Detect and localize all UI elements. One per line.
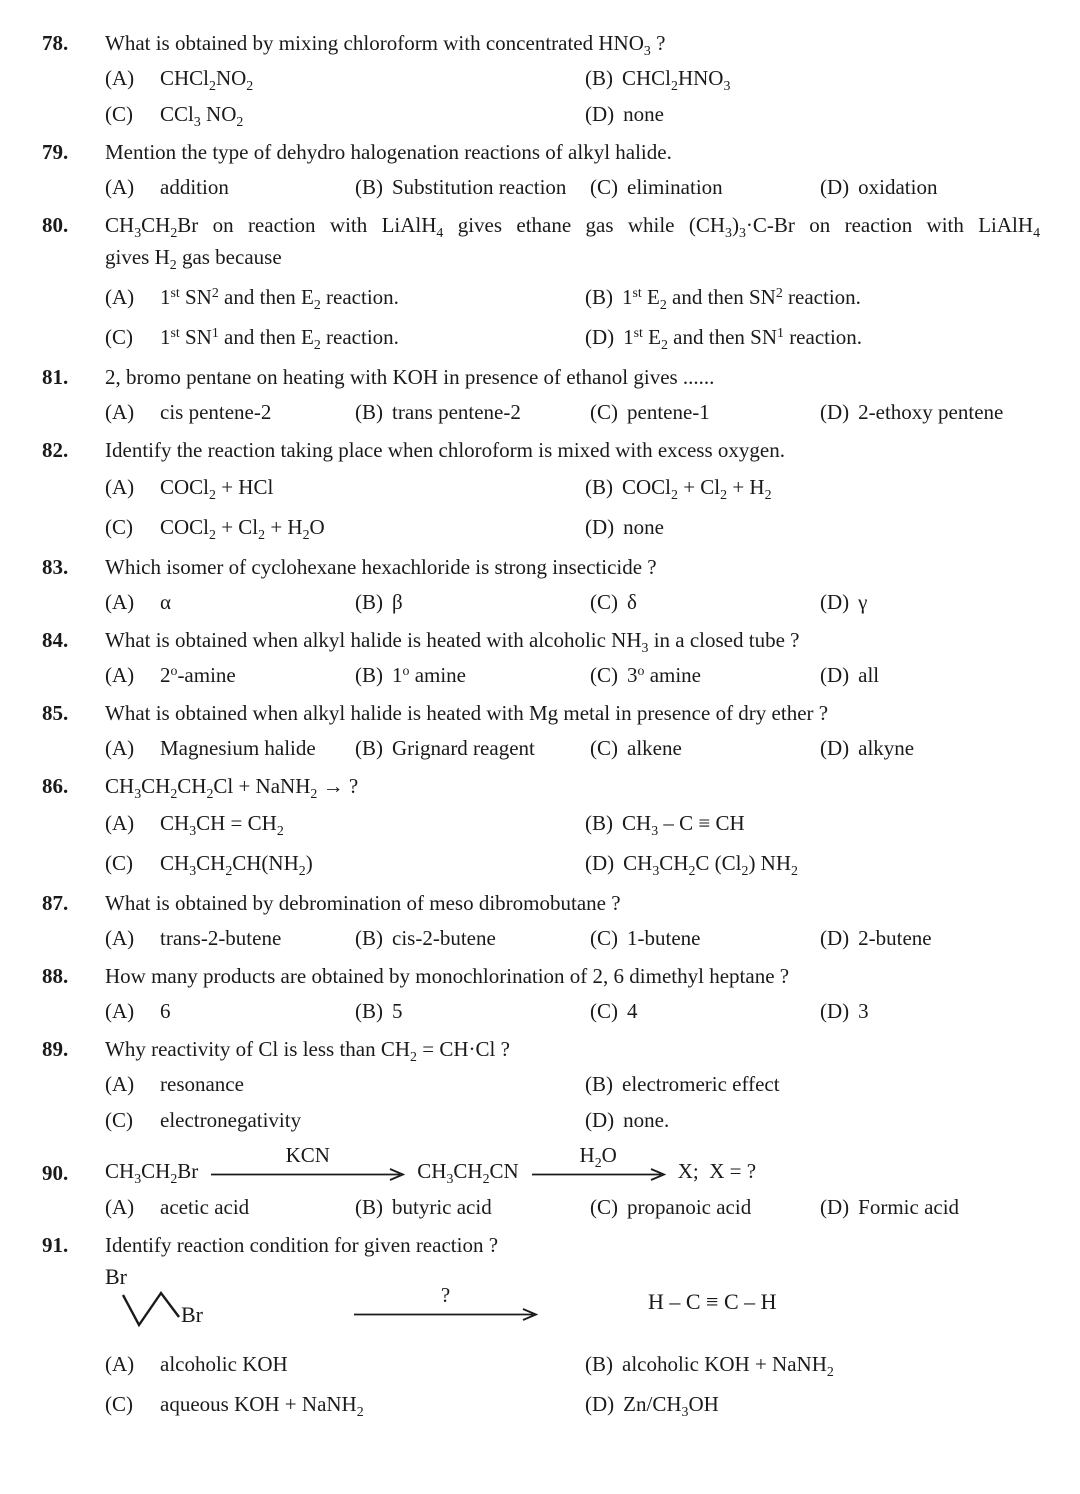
option-item — [820, 1192, 1040, 1222]
arrow-question-label: ? — [440, 1283, 451, 1307]
question-number: 81. — [42, 365, 69, 389]
option-item — [585, 63, 1040, 93]
option-label: (C) — [590, 926, 618, 950]
question-number: 82. — [42, 438, 69, 462]
option-item — [585, 320, 1040, 354]
option-item — [590, 397, 820, 427]
question-number: 86. — [42, 774, 69, 798]
option-text: butyric acid — [392, 1195, 492, 1219]
option-item — [590, 996, 820, 1026]
option-label: (C) — [105, 1392, 133, 1416]
option-label: (D) — [820, 999, 850, 1023]
question-text: 2, bromo pentane on heating with KOH in presence of ethanol gives ...... — [105, 365, 715, 389]
option-text: elimination — [627, 175, 723, 199]
question-heading — [42, 210, 1040, 240]
option-label: (B) — [355, 999, 383, 1023]
option-label: (D) — [585, 515, 615, 539]
question-text: What is obtained by mixing chloroform with concentrated $HNO_3$ ? — [105, 31, 666, 58]
option-text: 2-butene — [858, 926, 932, 950]
option-label: (A) — [105, 475, 135, 499]
option-label: (D) — [820, 926, 850, 950]
option-item — [105, 1347, 585, 1381]
question-number: 78. — [42, 31, 69, 55]
option-label: (A) — [105, 811, 135, 835]
options-row — [105, 320, 1040, 354]
question-text: Why reactivity of Cl is less than $CH_2 = CH\cdot Cl$ ? — [105, 1037, 510, 1064]
option-label: (D) — [585, 102, 615, 126]
option-label: (D) — [820, 663, 850, 687]
question-text: What is obtained when alkyl halide is heated with Mg metal in presence of dry ether ? — [105, 701, 829, 725]
option-label: (A) — [105, 999, 135, 1023]
option-item — [355, 1192, 590, 1222]
option-item — [355, 397, 590, 427]
option-text: none — [623, 102, 664, 126]
option-item — [585, 1347, 1040, 1381]
question-heading — [42, 362, 1040, 392]
product-formula: H – C ≡ C – H — [648, 1289, 777, 1314]
question-84 — [42, 625, 1040, 690]
question-text: Which isomer of cyclohexane hexachloride is strong insecticide ? — [105, 555, 657, 579]
reagent-label: KCN — [285, 1143, 330, 1167]
option-text: β — [392, 590, 403, 614]
option-text: CCl$_3$ $NO_2$ — [160, 102, 244, 129]
question-heading — [42, 435, 1040, 465]
options-row — [105, 806, 1040, 840]
option-text: 1-butene — [627, 926, 701, 950]
question-text-line2: gives $H_2$ gas because — [105, 245, 282, 272]
option-label: (D) — [820, 175, 850, 199]
option-label: (C) — [590, 663, 618, 687]
options-row — [105, 846, 1040, 880]
question-number: 79. — [42, 140, 69, 164]
option-text: alkyne — [858, 736, 915, 760]
option-label: (D) — [820, 736, 850, 760]
question-heading — [42, 625, 1040, 655]
option-label: (D) — [585, 1108, 615, 1132]
option-text: $CHCl_2NO_2$ — [160, 66, 254, 93]
reagent-label: $H_2O$ — [579, 1143, 617, 1170]
option-label: (B) — [355, 736, 383, 760]
options-row — [105, 1387, 1040, 1421]
option-item — [585, 1069, 1040, 1099]
option-text: 1$^o$ amine — [392, 663, 466, 687]
question-text: Identify the reaction taking place when chloroform is mixed with excess oxygen. — [105, 438, 785, 462]
option-label: (D) — [585, 325, 615, 349]
option-text: trans pentene-2 — [392, 400, 521, 424]
option-item — [820, 172, 1040, 202]
option-text: cis pentene-2 — [160, 400, 272, 424]
option-text: trans-2-butene — [160, 926, 282, 950]
option-item — [590, 660, 820, 690]
option-text: Grignard reagent — [392, 736, 535, 760]
option-text: 2$^o$-amine — [160, 663, 236, 687]
option-item — [105, 806, 585, 840]
option-item — [585, 806, 1040, 840]
options-row — [105, 1069, 1040, 1099]
option-item — [820, 923, 1040, 953]
reactant-formula: $CH_3CH_2Br$ — [105, 1159, 199, 1186]
question-number: 91. — [42, 1233, 69, 1257]
question-heading — [42, 698, 1040, 728]
option-item — [105, 510, 585, 544]
option-label: (D) — [585, 1392, 615, 1416]
option-label: (D) — [820, 1195, 850, 1219]
option-text: 1st $E_2$ and then $SN^1$ reaction. — [623, 325, 863, 352]
option-item — [585, 1387, 1040, 1421]
option-item — [105, 996, 355, 1026]
dibromide-structure-diagram — [105, 1265, 225, 1339]
option-label: (C) — [590, 1195, 618, 1219]
option-item — [355, 172, 590, 202]
question-85 — [42, 698, 1040, 763]
right-arrow-icon — [353, 1308, 538, 1321]
option-text: Substitution reaction — [392, 175, 567, 199]
question-88 — [42, 961, 1040, 1026]
option-label: (A) — [105, 400, 135, 424]
option-text: 6 — [160, 999, 171, 1023]
option-item — [820, 587, 1040, 617]
question-text: What is obtained when alkyl halide is heated with alcoholic $NH_3$ in a closed tube ? — [105, 628, 800, 655]
option-item — [105, 660, 355, 690]
question-89 — [42, 1034, 1040, 1135]
question-text: How many products are obtained by monochlorination of 2, 6 dimethyl heptane ? — [105, 964, 790, 988]
option-text: electromeric effect — [622, 1072, 780, 1096]
option-label: (C) — [590, 999, 618, 1023]
question-heading — [42, 1230, 1040, 1260]
question-number: 80. — [42, 213, 69, 237]
question-87 — [42, 888, 1040, 953]
option-item — [355, 660, 590, 690]
question-83 — [42, 552, 1040, 617]
question-text: $CH_3CH_2Br$ on reaction with LiAlH$_4$ gives ethane gas while $(CH_3)_3\cdot C-Br$ on reaction with LiAlH$_4$ — [105, 213, 1040, 240]
option-text: Formic acid — [858, 1195, 960, 1219]
question-number: 88. — [42, 964, 69, 988]
option-label: (B) — [355, 400, 383, 424]
option-item — [105, 470, 585, 504]
option-label: (B) — [585, 66, 613, 90]
question-heading — [42, 961, 1040, 991]
option-label: (C) — [105, 325, 133, 349]
option-text: $CHCl_2HNO_3$ — [622, 66, 731, 93]
option-item — [585, 1105, 1040, 1135]
option-label: (C) — [590, 736, 618, 760]
option-item — [590, 172, 820, 202]
option-item — [105, 172, 355, 202]
question-82 — [42, 435, 1040, 544]
option-text: δ — [627, 590, 637, 614]
question-heading — [42, 888, 1040, 918]
option-item — [105, 99, 585, 129]
option-text: addition — [160, 175, 229, 199]
option-item — [820, 733, 1040, 763]
option-text: pentene-1 — [627, 400, 710, 424]
options-row — [105, 63, 1040, 93]
option-label: (B) — [585, 811, 613, 835]
question-text: What is obtained by debromination of meso dibromobutane ? — [105, 891, 621, 915]
option-text: α — [160, 590, 172, 614]
option-text: all — [858, 663, 880, 687]
option-text: $CH_3CH_2CH(NH_2)$ — [160, 851, 313, 878]
question-80 — [42, 210, 1040, 354]
option-item — [105, 1069, 585, 1099]
option-label: (B) — [585, 1352, 613, 1376]
options-row — [105, 99, 1040, 129]
option-label: (D) — [820, 590, 850, 614]
question-heading — [42, 1034, 1040, 1064]
question-text: Mention the type of dehydro halogenation reactions of alkyl halide. — [105, 140, 672, 164]
option-item — [355, 587, 590, 617]
option-text: acetic acid — [160, 1195, 250, 1219]
reaction-arrow — [210, 1143, 405, 1188]
option-item — [820, 660, 1040, 690]
reaction-arrow — [353, 1283, 538, 1321]
option-item — [105, 1387, 585, 1421]
question-heading — [42, 28, 1040, 58]
option-text: 3$^o$ amine — [627, 663, 701, 687]
option-label: (C) — [105, 102, 133, 126]
question-90 — [42, 1143, 1040, 1222]
option-label: (A) — [105, 285, 135, 309]
options-row — [105, 660, 1040, 690]
option-text: aqueous KOH + NaNH$_2$ — [160, 1392, 364, 1419]
reaction-scheme — [42, 1143, 1040, 1188]
option-label: (D) — [585, 851, 615, 875]
question-number: 89. — [42, 1037, 69, 1061]
option-item — [355, 733, 590, 763]
option-item — [105, 587, 355, 617]
option-item — [585, 510, 1040, 544]
question-79 — [42, 137, 1040, 202]
option-item — [590, 923, 820, 953]
options-row — [105, 1105, 1040, 1135]
option-text: Magnesium halide — [160, 736, 316, 760]
reaction-arrow — [531, 1143, 666, 1188]
option-item — [585, 99, 1040, 129]
question-heading — [42, 137, 1040, 167]
question-86 — [42, 771, 1040, 880]
options-row — [105, 587, 1040, 617]
option-text: oxidation — [858, 175, 938, 199]
option-label: (C) — [590, 590, 618, 614]
option-label: (C) — [590, 400, 618, 424]
option-item — [585, 280, 1040, 314]
option-item — [105, 846, 585, 880]
options-row — [105, 996, 1040, 1026]
option-label: (A) — [105, 663, 135, 687]
option-text: alcoholic KOH — [160, 1352, 288, 1376]
option-label: (A) — [105, 926, 135, 950]
option-label: (B) — [355, 663, 383, 687]
option-item — [585, 846, 1040, 880]
option-label: (C) — [105, 515, 133, 539]
question-81 — [42, 362, 1040, 427]
question-text: $CH_3CH_2CH_2Cl$ + NaNH$_2$ → ? — [105, 774, 359, 801]
option-item — [820, 996, 1040, 1026]
question-78 — [42, 28, 1040, 129]
option-label: (C) — [105, 1108, 133, 1132]
option-text: resonance — [160, 1072, 244, 1096]
options-row — [105, 733, 1040, 763]
option-item — [590, 587, 820, 617]
question-text: Identify reaction condition for given reaction ? — [105, 1233, 499, 1257]
option-text: none. — [623, 1108, 670, 1132]
option-text: alkene — [627, 736, 682, 760]
option-text: 3 — [858, 999, 869, 1023]
options-row — [105, 397, 1040, 427]
options-row — [105, 923, 1040, 953]
option-label: (B) — [355, 175, 383, 199]
option-label: (B) — [355, 926, 383, 950]
option-item — [590, 733, 820, 763]
option-label: (A) — [105, 1352, 135, 1376]
options-row — [105, 280, 1040, 314]
option-label: (D) — [820, 400, 850, 424]
option-item — [105, 733, 355, 763]
options-row — [105, 1192, 1040, 1222]
right-arrow-icon — [210, 1168, 405, 1181]
option-label: (A) — [105, 1195, 135, 1219]
option-item — [105, 1105, 585, 1135]
option-text: $CH_3CH_2C$ $(Cl_2)$ $NH_2$ — [623, 851, 798, 878]
reaction-diagram — [105, 1265, 1040, 1339]
intermediate-formula: $CH_3CH_2CN$ — [417, 1159, 519, 1186]
question-number: 87. — [42, 891, 69, 915]
option-text: electronegativity — [160, 1108, 302, 1132]
option-text: 5 — [392, 999, 403, 1023]
option-text: $CH_3$ – C ≡ CH — [622, 811, 745, 838]
option-text: COCl$_2$ + $Cl_2 + H_2$ — [622, 475, 772, 502]
option-item — [105, 280, 585, 314]
option-text: 2-ethoxy pentene — [858, 400, 1004, 424]
option-label: (B) — [585, 475, 613, 499]
question-number: 83. — [42, 555, 69, 579]
option-item — [105, 320, 585, 354]
question-number: 84. — [42, 628, 69, 652]
options-row — [105, 172, 1040, 202]
option-text: COCl$_2$ + HCl — [160, 475, 274, 502]
option-text: propanoic acid — [627, 1195, 752, 1219]
option-label: (B) — [355, 1195, 383, 1219]
option-item — [590, 1192, 820, 1222]
question-number: 90. — [42, 1161, 69, 1185]
question-91 — [42, 1230, 1040, 1421]
option-text: 1st $SN^1$ and then $E_2$ reaction. — [160, 325, 399, 352]
question-number: 85. — [42, 701, 69, 725]
options-row — [105, 1347, 1040, 1381]
option-label: (B) — [355, 590, 383, 614]
options-row — [105, 470, 1040, 504]
question-heading — [42, 552, 1040, 582]
option-item — [105, 1192, 355, 1222]
option-label: (A) — [105, 175, 135, 199]
bromine-label-bottom: Br — [181, 1302, 203, 1327]
option-label: (A) — [105, 66, 135, 90]
option-item — [105, 397, 355, 427]
option-label: (C) — [590, 175, 618, 199]
option-item — [105, 63, 585, 93]
option-label: (C) — [105, 851, 133, 875]
option-text: COCl$_2$ + $Cl_2 + H_2O$ — [160, 515, 325, 542]
option-text: none — [623, 515, 664, 539]
option-text: γ — [858, 590, 868, 614]
option-text: 1st $SN^2$ and then $E_2$ reaction. — [160, 285, 399, 312]
question-heading — [42, 771, 1040, 801]
option-text: cis-2-butene — [392, 926, 496, 950]
right-arrow-icon — [531, 1168, 666, 1181]
bromine-label-top: Br — [105, 1264, 127, 1289]
option-label: (A) — [105, 736, 135, 760]
option-item — [585, 470, 1040, 504]
option-item — [105, 923, 355, 953]
option-text: $Zn/CH_3OH$ — [623, 1392, 719, 1419]
option-item — [820, 397, 1040, 427]
option-label: (B) — [585, 285, 613, 309]
option-text: alcoholic KOH + NaNH$_2$ — [622, 1352, 834, 1379]
option-label: (A) — [105, 590, 135, 614]
option-label: (A) — [105, 1072, 135, 1096]
option-item — [355, 996, 590, 1026]
options-row — [105, 510, 1040, 544]
option-label: (B) — [585, 1072, 613, 1096]
option-item — [355, 923, 590, 953]
product-formula: X; X = ? — [677, 1159, 757, 1183]
option-text: $CH_3CH = CH_2$ — [160, 811, 284, 838]
option-text: 4 — [627, 999, 638, 1023]
option-text: 1st $E_2$ and then $SN^2$ reaction. — [622, 285, 861, 312]
